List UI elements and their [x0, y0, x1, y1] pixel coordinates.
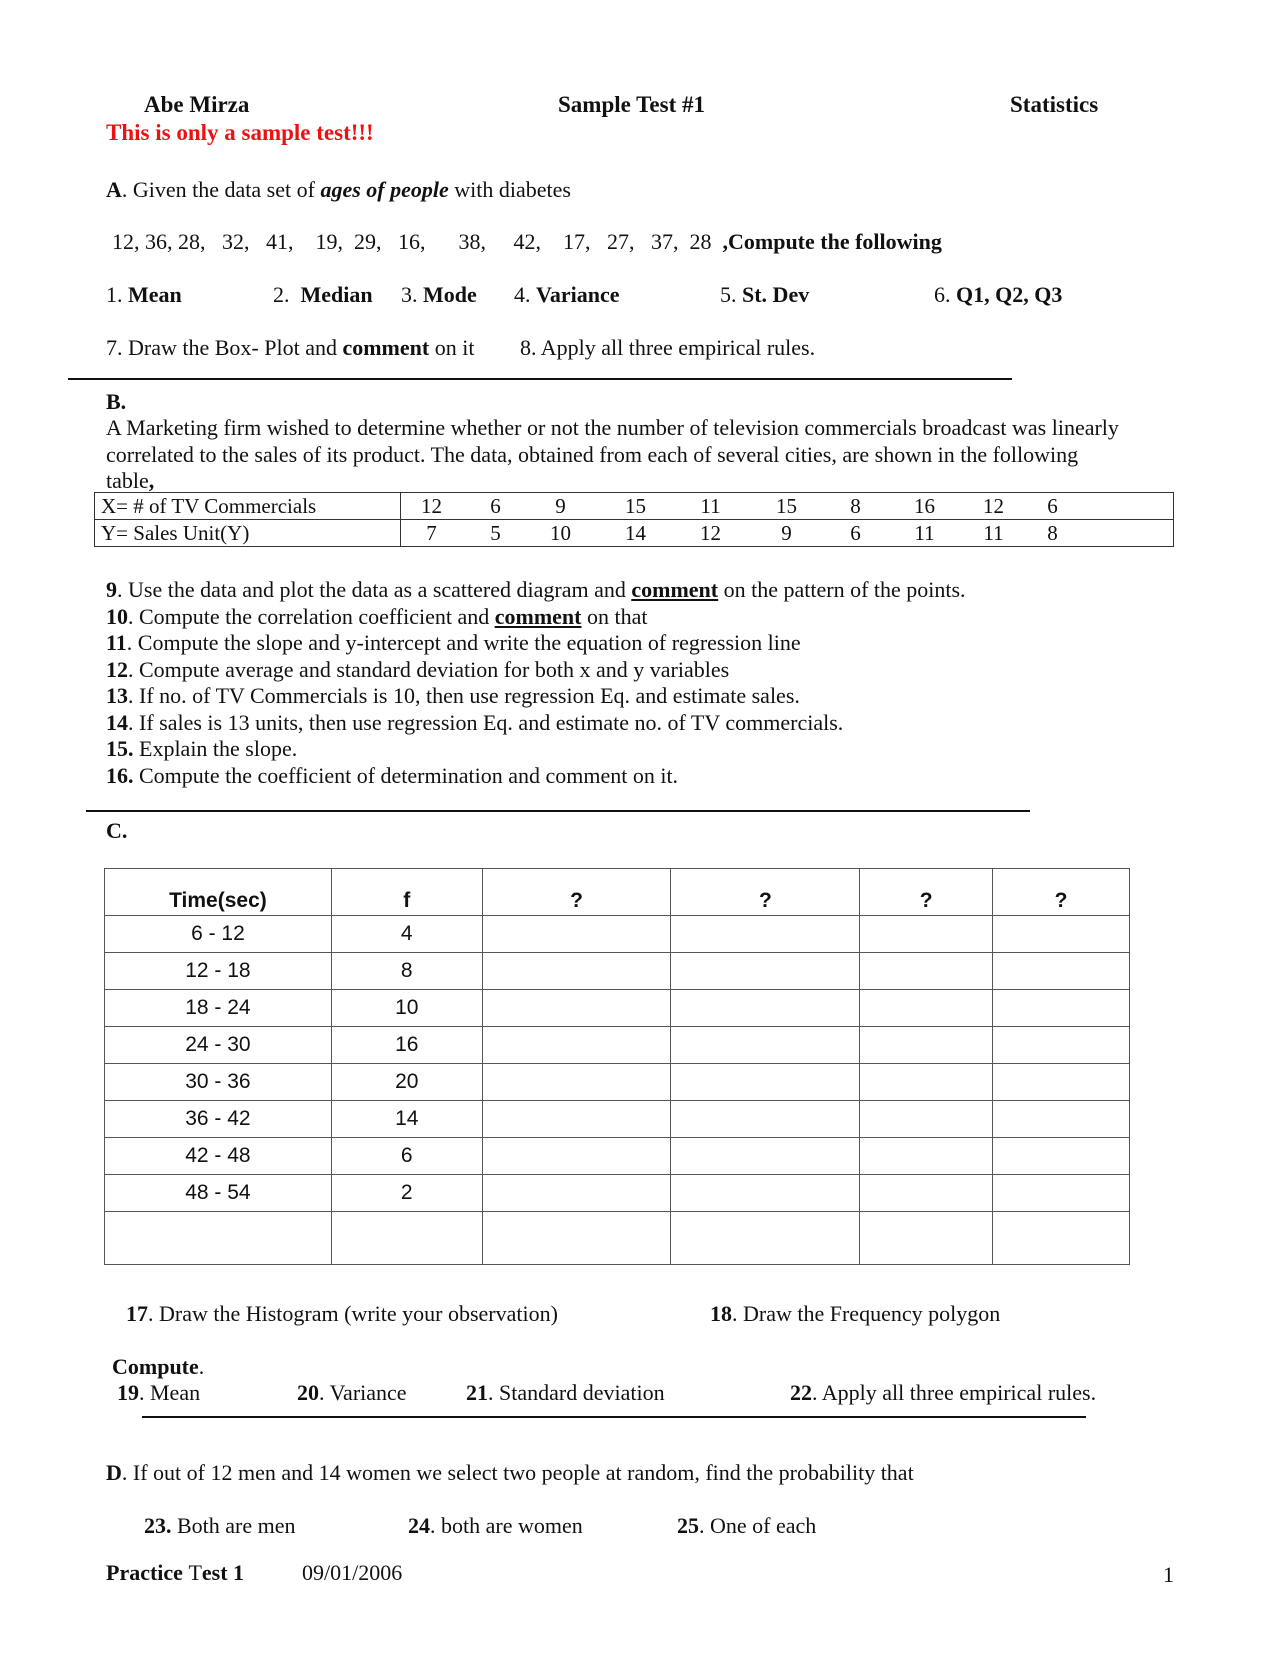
footer-date: 09/01/2006 [302, 1560, 403, 1585]
compute-label: Compute. [112, 1354, 205, 1379]
question-11: 11. Compute the slope and y-intercept and write the equation of regression line [106, 630, 801, 655]
task-variance: 4. Variance [514, 282, 620, 307]
table-row: 42 - 48 6 [105, 1138, 1130, 1175]
section-b-questions [106, 577, 966, 789]
y-values: 7 5 10 14 12 9 6 11 11 8 [401, 520, 1174, 547]
header-unknown: ? [993, 869, 1130, 916]
question-19: 19. Mean [117, 1380, 201, 1405]
emphasis-text: ages of people [320, 177, 449, 202]
question-24: 24. both are women [408, 1513, 583, 1538]
question-14: 14. If sales is 13 units, then use regression Eq. and estimate no. of TV commercials. [106, 709, 844, 735]
task-empirical-rules: 8. Apply all three empirical rules. [520, 335, 816, 360]
question-9: 9. Use the data and plot the data as a scattered diagram and comment on the pattern of the points. [106, 577, 966, 602]
table-row [95, 493, 1174, 520]
question-16: 16. Compute the coefficient of determination and comment on it. [106, 762, 679, 788]
header-unknown: ? [671, 869, 860, 916]
task-mode: 3. Mode [401, 282, 477, 307]
divider-a-b [68, 378, 1012, 380]
task-box-plot: 7. Draw the Box- Plot and comment on it [106, 335, 475, 360]
table-header-row [105, 869, 1130, 916]
task-stdev: 5. St. Dev [720, 282, 810, 307]
question-12: 12. Compute average and standard deviation for both x and y variables [106, 656, 730, 682]
question-23: 23. Both are men [144, 1513, 296, 1538]
section-a-intro: A. Given the data set of ages of people with diabetes [106, 177, 571, 202]
footer-label: Practice Test 1 [106, 1560, 245, 1585]
question-18: 18. Draw the Frequency polygon [710, 1301, 1001, 1326]
table-row: 48 - 54 2 [105, 1175, 1130, 1212]
table-row: 12 - 18 8 [105, 953, 1130, 990]
section-b-paragraph: A Marketing firm wished to determine whether or not the number of television commercials broadcast was linearly correlated to the sales of its product. The data, obtained from each of several cities, are shown in the following table, [106, 415, 1119, 493]
section-c-label: C. [106, 818, 128, 843]
question-20: 20. Variance [297, 1380, 407, 1405]
task-mean: 1. Mean [106, 282, 182, 307]
question-15: 15. Explain the slope. [106, 736, 298, 761]
task-quartiles: 6. Q1, Q2, Q3 [934, 282, 1063, 307]
x-label: X= # of TV Commercials [95, 493, 401, 520]
question-13: 13. If no. of TV Commercials is 10, then use regression Eq. and estimate sales. [106, 683, 800, 708]
question-21: 21. Standard deviation [466, 1380, 665, 1405]
question-10: 10. Compute the correlation coefficient and comment on that [106, 603, 648, 629]
question-17: 17. Draw the Histogram (write your observation) [126, 1301, 558, 1326]
table-row [95, 520, 1174, 547]
section-a-label: A [106, 177, 122, 202]
y-label: Y= Sales Unit(Y) [95, 520, 401, 547]
section-d-intro: D. If out of 12 men and 14 women we select two people at random, find the probability that [106, 1460, 914, 1485]
table-row: 30 - 36 20 [105, 1064, 1130, 1101]
test-title: Sample Test #1 [558, 92, 705, 117]
header-unknown: ? [482, 869, 671, 916]
table-row: 18 - 24 10 [105, 990, 1130, 1027]
tv-sales-table [94, 492, 1174, 547]
sample-notice: This is only a sample test!!! [106, 120, 374, 145]
x-values: 12 6 9 15 11 15 8 16 12 6 [401, 493, 1174, 520]
author-name: Abe Mirza [144, 92, 250, 117]
task-median: 2. Median [273, 282, 373, 307]
age-data-set: 12, 36, 28, 32, 41, 19, 29, 16, 38, 42, 17, 27, 37, 28 ,Compute the following [112, 229, 942, 254]
divider-c-d [142, 1416, 1086, 1418]
question-25: 25. One of each [677, 1513, 817, 1538]
header-unknown: ? [860, 869, 993, 916]
page-number: 1 [1163, 1562, 1174, 1587]
divider-b-c [86, 810, 1030, 812]
table-row: 36 - 42 14 [105, 1101, 1130, 1138]
table-row: 24 - 30 16 [105, 1027, 1130, 1064]
header-frequency: f [331, 869, 482, 916]
header-time: Time(sec) [105, 869, 332, 916]
table-row-empty [105, 1212, 1130, 1265]
section-b-label: B. [106, 389, 127, 414]
table-row: 6 - 12 4 [105, 916, 1130, 953]
subject-name: Statistics [1010, 92, 1099, 117]
question-22: 22. Apply all three empirical rules. [790, 1380, 1097, 1405]
frequency-table [104, 868, 1130, 1265]
